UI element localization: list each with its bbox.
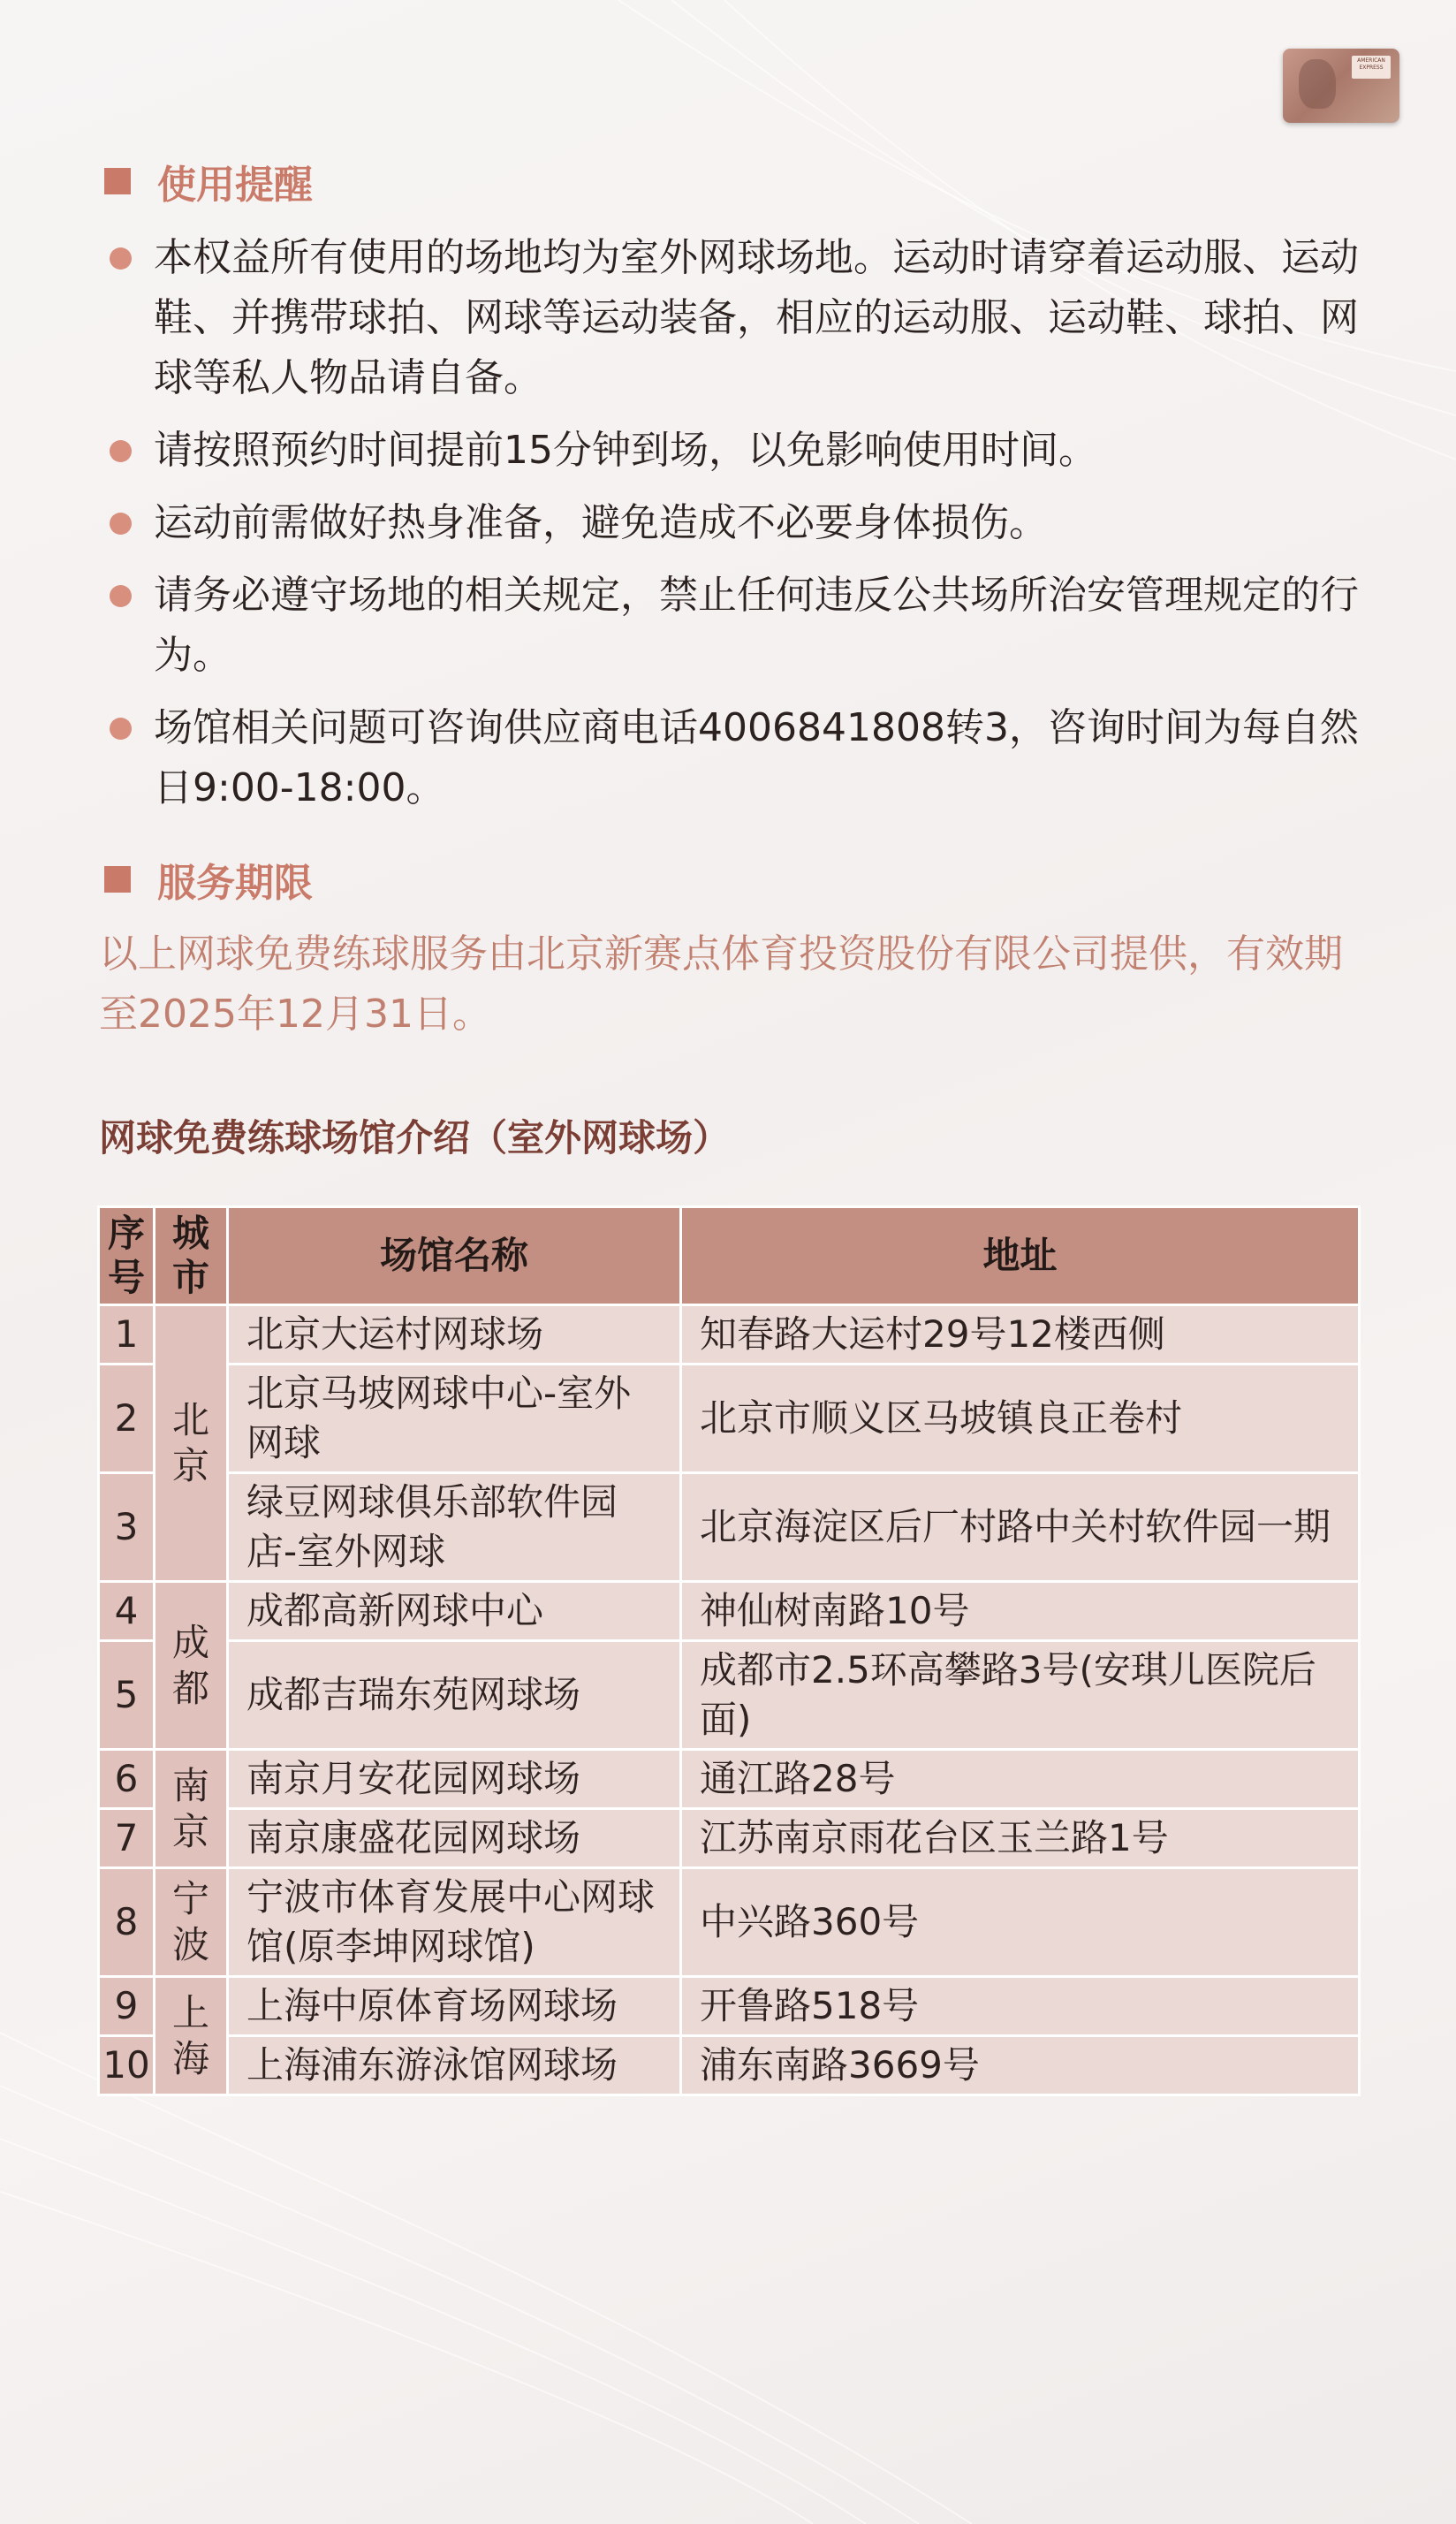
city-cell: 宁波 — [155, 1868, 228, 1977]
usage-reminder-heading-text: 使用提醒 — [157, 163, 313, 208]
venue-address: 通江路28号 — [681, 1750, 1360, 1809]
amex-logo — [1352, 56, 1391, 79]
list-item — [108, 493, 1362, 553]
amex-logo-line1: AMERICAN — [1357, 57, 1385, 64]
table-header-row — [99, 1207, 1360, 1305]
bullet-dot-icon — [110, 585, 132, 607]
usage-reminder-heading — [104, 155, 313, 208]
header-num: 序号 — [99, 1207, 155, 1305]
bullet-dot-icon — [110, 440, 132, 462]
table-row — [99, 2036, 1360, 2095]
venue-name: 绿豆网球俱乐部软件园店-室外网球 — [228, 1473, 681, 1582]
venues-table — [97, 1205, 1361, 2096]
service-period-heading-text: 服务期限 — [157, 861, 313, 906]
bullet-dot-icon — [110, 718, 132, 740]
table-row — [99, 1473, 1360, 1582]
row-num: 6 — [99, 1750, 155, 1809]
table-row — [99, 1305, 1360, 1365]
city-cell: 上海 — [155, 1977, 228, 2095]
row-num: 5 — [99, 1641, 155, 1750]
venues-table-title: 网球免费练球场馆介绍（室外网球场） — [99, 1116, 731, 1159]
venue-address: 神仙树南路10号 — [681, 1582, 1360, 1641]
venue-name: 南京康盛花园网球场 — [228, 1809, 681, 1868]
venue-address: 成都市2.5环高攀路3号(安琪儿医院后面) — [681, 1641, 1360, 1750]
heading-square-icon — [104, 866, 131, 893]
venue-name: 南京月安花园网球场 — [228, 1750, 681, 1809]
list-item — [108, 421, 1362, 481]
row-num: 3 — [99, 1473, 155, 1582]
table-row — [99, 1641, 1360, 1750]
list-item — [108, 228, 1362, 408]
card-portrait-graphic — [1299, 59, 1336, 109]
bullet-dot-icon — [110, 247, 132, 270]
table-row — [99, 1868, 1360, 1977]
city-cell: 南京 — [155, 1750, 228, 1868]
venue-address: 浦东南路3669号 — [681, 2036, 1360, 2095]
list-item-text: 运动前需做好热身准备，避免造成不必要身体损伤。 — [154, 500, 1048, 545]
venue-address: 中兴路360号 — [681, 1868, 1360, 1977]
list-item — [108, 566, 1362, 686]
venue-name: 北京大运村网球场 — [228, 1305, 681, 1365]
usage-reminder-list — [108, 228, 1362, 831]
city-cell: 北京 — [155, 1305, 228, 1582]
venue-name: 北京马坡网球中心-室外网球 — [228, 1365, 681, 1473]
table-row — [99, 1582, 1360, 1641]
heading-square-icon — [104, 168, 131, 194]
list-item-text: 请务必遵守场地的相关规定，禁止任何违反公共场所治安管理规定的行为。 — [154, 573, 1359, 678]
bullet-dot-icon — [110, 513, 132, 535]
row-num: 8 — [99, 1868, 155, 1977]
service-period-text: 以上网球免费练球服务由北京新赛点体育投资股份有限公司提供，有效期至2025年12月31日。 — [99, 931, 1343, 1037]
row-num: 10 — [99, 2036, 155, 2095]
table-row — [99, 1809, 1360, 1868]
row-num: 4 — [99, 1582, 155, 1641]
row-num: 9 — [99, 1977, 155, 2036]
row-num: 1 — [99, 1305, 155, 1365]
venue-name: 成都吉瑞东苑网球场 — [228, 1641, 681, 1750]
list-item-text: 本权益所有使用的场地均为室外网球场地。运动时请穿着运动服、运动鞋、并携带球拍、网球等运动装备，相应的运动服、运动鞋、球拍、网球等私人物品请自备。 — [154, 235, 1359, 400]
row-num: 2 — [99, 1365, 155, 1473]
list-item-text: 场馆相关问题可咨询供应商电话4006841808转3，咨询时间为每自然日9:00-18:00。 — [154, 705, 1359, 810]
header-venue-name: 场馆名称 — [228, 1207, 681, 1305]
table-row — [99, 1365, 1360, 1473]
venue-name: 成都高新网球中心 — [228, 1582, 681, 1641]
header-city: 城市 — [155, 1207, 228, 1305]
venue-address: 江苏南京雨花台区玉兰路1号 — [681, 1809, 1360, 1868]
row-num: 7 — [99, 1809, 155, 1868]
venue-address: 北京市顺义区马坡镇良正卷村 — [681, 1365, 1360, 1473]
venue-address: 开鲁路518号 — [681, 1977, 1360, 2036]
service-period-heading — [104, 853, 313, 906]
table-row — [99, 1750, 1360, 1809]
venue-name: 宁波市体育发展中心网球馆(原李坤网球馆) — [228, 1868, 681, 1977]
city-cell: 成都 — [155, 1582, 228, 1750]
list-item — [108, 698, 1362, 818]
venue-name: 上海中原体育场网球场 — [228, 1977, 681, 2036]
venue-address: 知春路大运村29号12楼西侧 — [681, 1305, 1360, 1365]
header-address: 地址 — [681, 1207, 1360, 1305]
list-item-text: 请按照预约时间提前15分钟到场，以免影响使用时间。 — [154, 428, 1097, 473]
amex-logo-line2: EXPRESS — [1359, 65, 1384, 71]
venue-address: 北京海淀区后厂村路中关村软件园一期 — [681, 1473, 1360, 1582]
venue-name: 上海浦东游泳馆网球场 — [228, 2036, 681, 2095]
card-thumbnail — [1283, 49, 1399, 123]
table-row — [99, 1977, 1360, 2036]
